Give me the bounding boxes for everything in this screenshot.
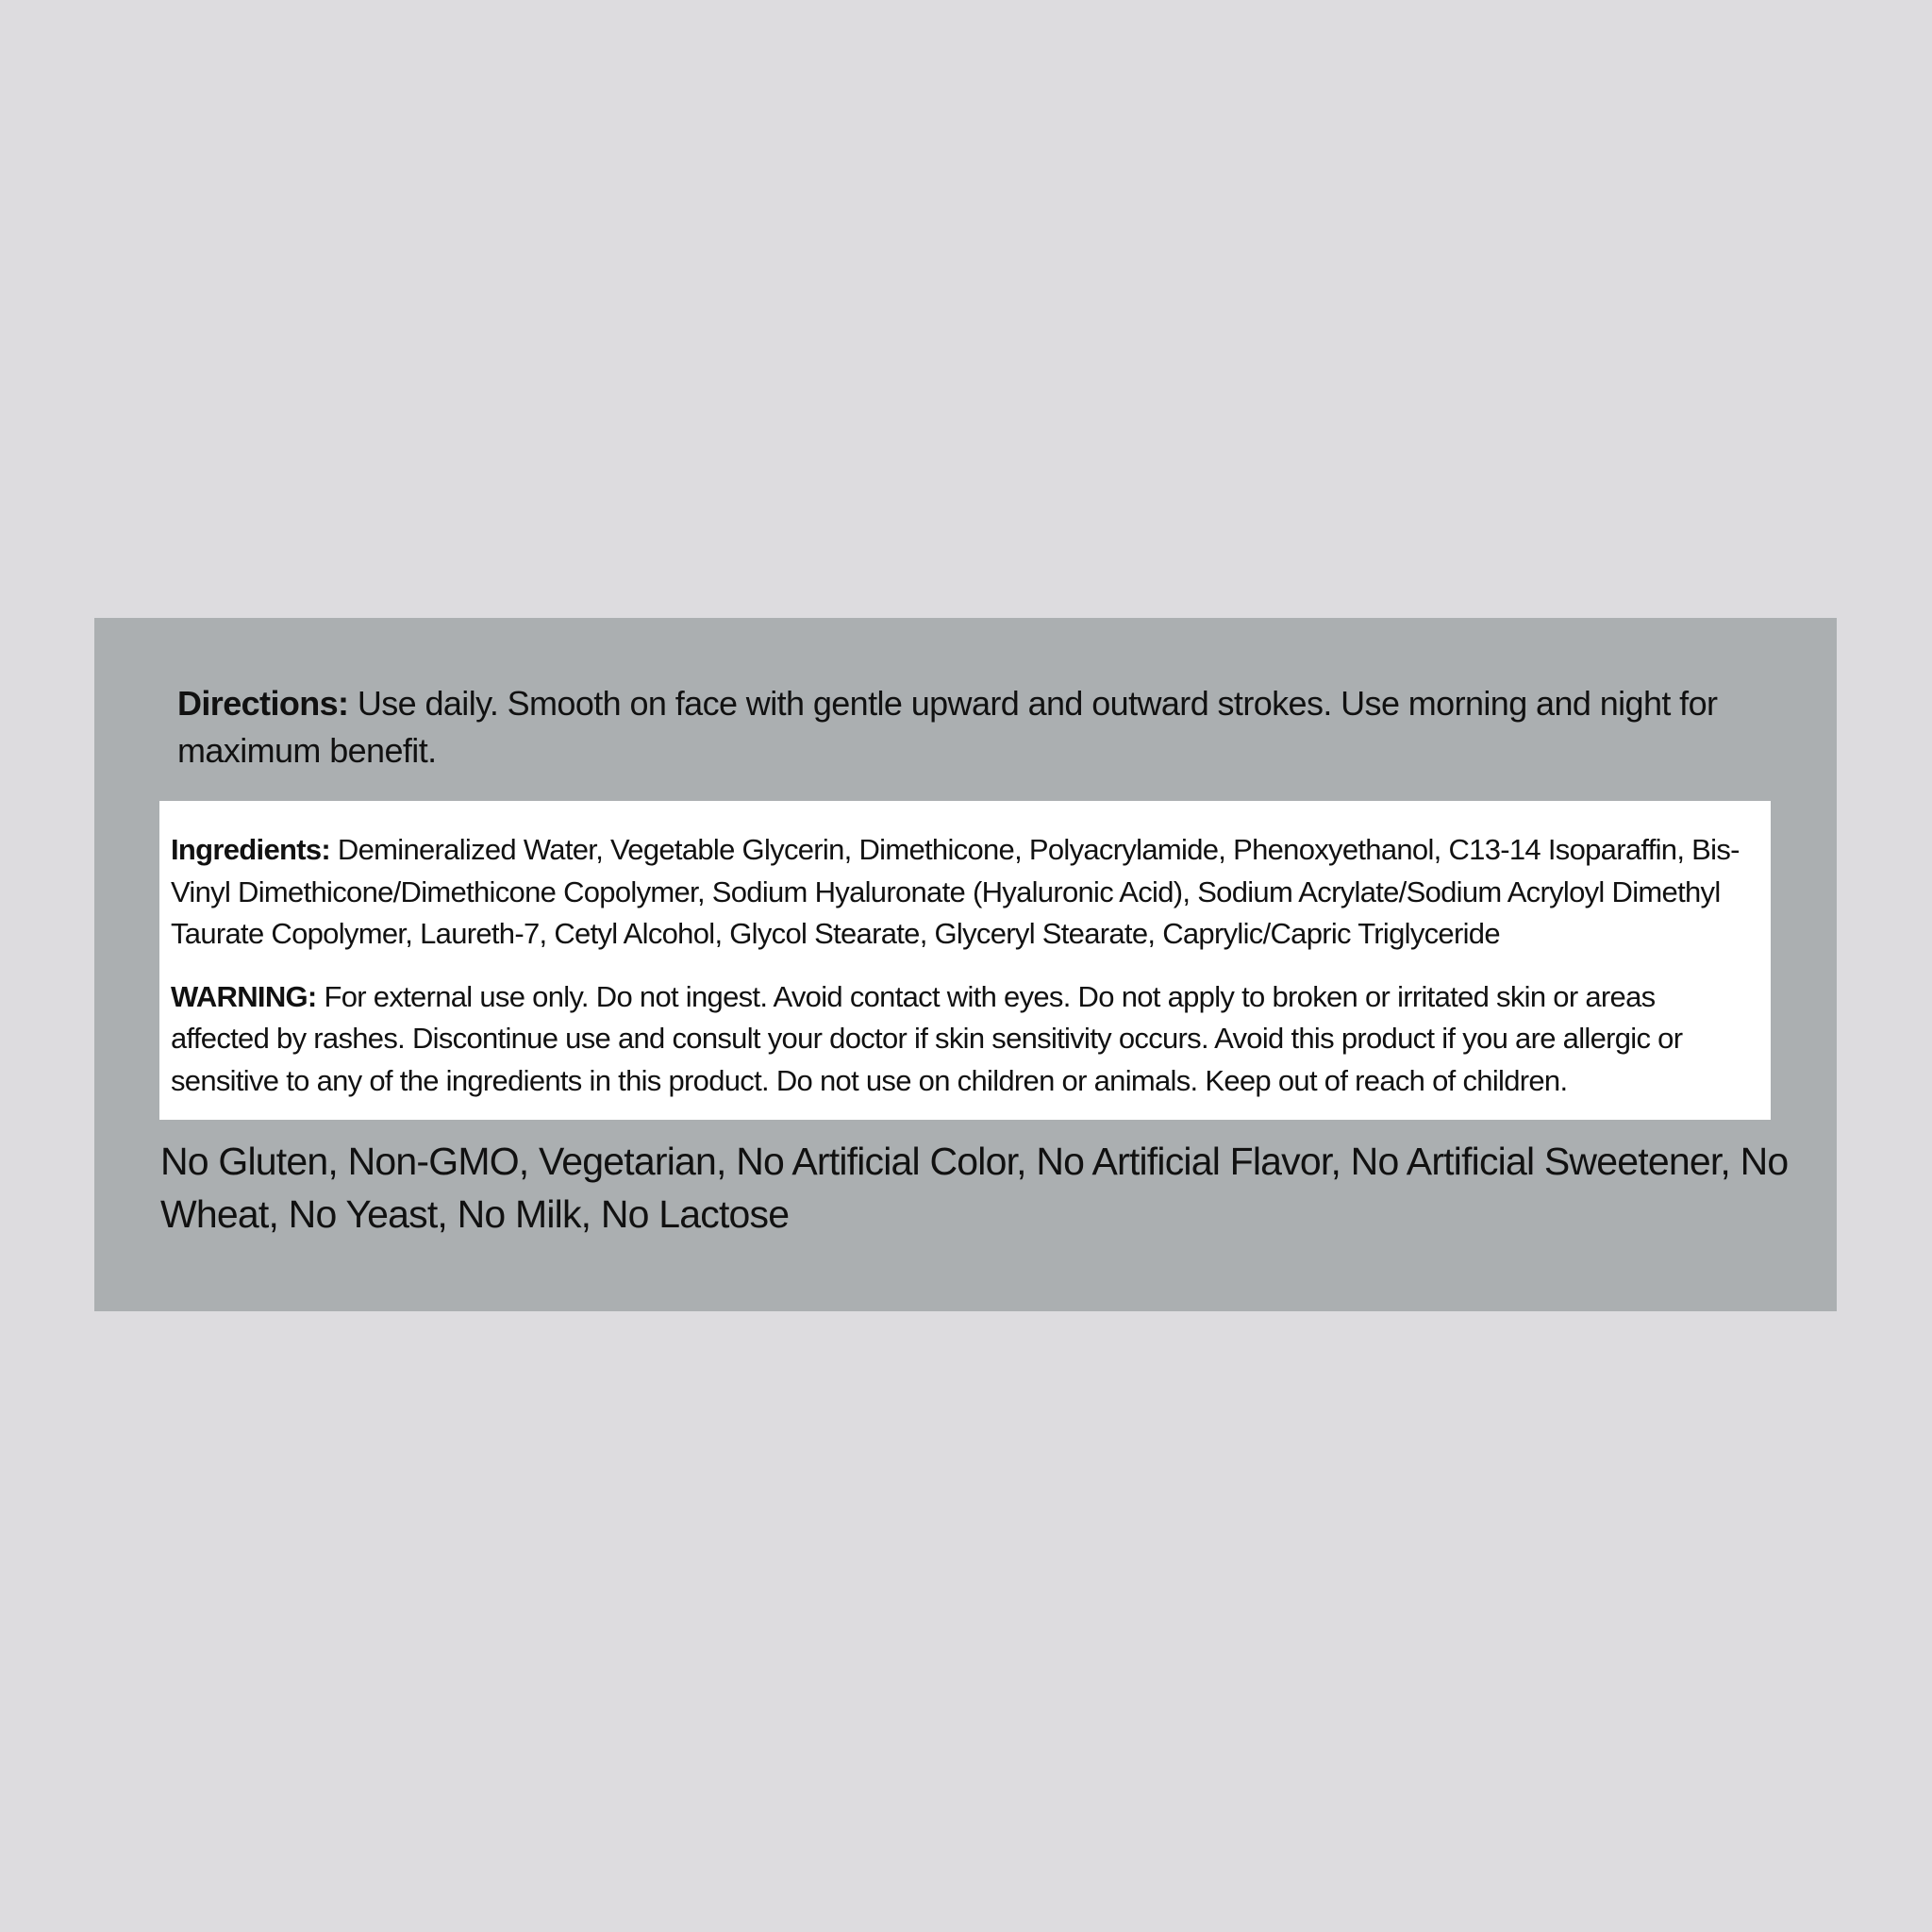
warning-label: WARNING: [171, 979, 317, 1013]
ingredients-warning-box [159, 801, 1771, 1120]
ingredients-text [171, 829, 1759, 956]
warning-body: For external use only. Do not ingest. Avoid contact with eyes. Do not apply to broken or irritated skin or areas affected by rashes. Discontinue use and consult your doctor if skin sensitivity occurs. Avoid this product if you are allergic or sensitive to any of the ingredients in this product. Do not use on children or animals. Keep out of reach of children. [171, 979, 1683, 1097]
directions-body: Use daily. Smooth on face with gentle upward and outward strokes. Use morning and night for maximum benefit. [177, 684, 1718, 770]
ingredients-label: Ingredients: [171, 833, 331, 866]
directions-label: Directions: [177, 684, 349, 723]
warning-text [171, 976, 1759, 1103]
label-panel [94, 618, 1837, 1311]
ingredients-body: Demineralized Water, Vegetable Glycerin, Dimethicone, Polyacrylamide, Phenoxyethanol, C13-14 Isoparaffin, Bis-Vinyl Dimethicone/Dimethicone Copolymer, Sodium Hyaluronate (Hyaluronic Acid), Sodium Acrylate/Sodium Acryloyl Dimethyl Taurate Copolymer, Laureth-7, Cetyl Alcohol, Glycol Stearate, Glyceryl Stearate, Caprylic/Capric Triglyceride [171, 833, 1740, 950]
directions-text [177, 680, 1866, 774]
dietary-claims: No Gluten, Non-GMO, Vegetarian, No Artificial Color, No Artificial Flavor, No Artificial Sweetener, No Wheat, No Yeast, No Milk, No Lactose [160, 1140, 1789, 1236]
